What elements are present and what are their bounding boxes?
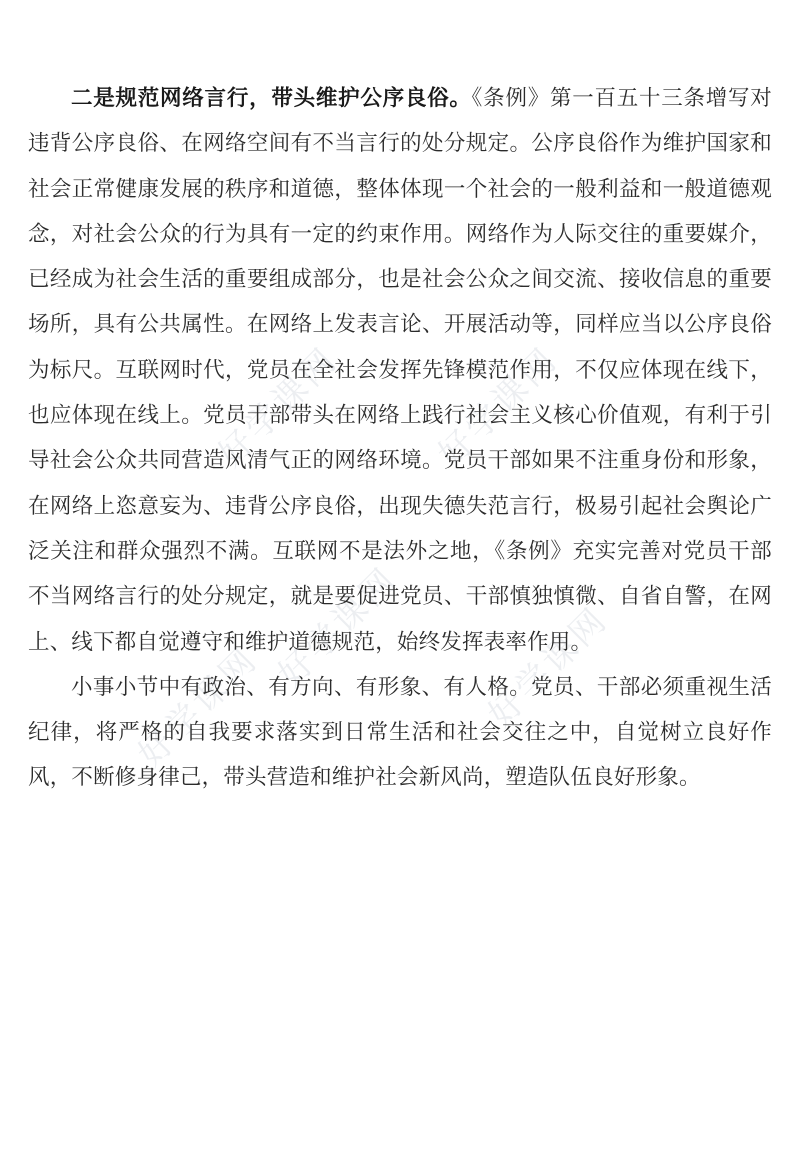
watermark: 好学课网 bbox=[430, 339, 567, 475]
paragraph-lead-heading: 二是规范网络言行，带头维护公序良俗。 bbox=[71, 86, 472, 111]
watermark: 好学课网 bbox=[210, 339, 347, 475]
paragraph-body-text: 《条例》第一百五十三条增写对违背公序良俗、在网络空间有不当言行的处分规定。公序良俗作为维护国家和社会正常健康发展的秩序和道德，整体体现一个社会的一般利益和一般道德观念，对社会公众的行为具有一定的约束作用。网络作为人际交往的重要媒介，已经成为社会生活的重要组成部分，也是社会公众之间交流、接收信息的重要场所，具有公共属性。在网络上发表言论、开展活动等，同样应当以公序良俗为标尺。互联网时代，党员在全社会发挥先锋模范作用，不仅应体现在线下，也应体现在线上。党员干部带头在网络上践行社会主义核心价值观，有利于引导社会公众共同营造风清气正的网络环境。党员干部如果不注重身份和形象，在网络上恣意妄为、违背公序良俗，出现失德失范言行，极易引起社会舆论广泛关注和群众强烈不满。互联网不是法外之地，《条例》充实完善对党员干部不当网络言行的处分规定，就是要促进党员、干部慎独慎微、自省自警，在网上、线下都自觉遵守和维护道德规范，始终发挥表率作用。 bbox=[28, 86, 772, 655]
watermark: 好学课网 bbox=[480, 599, 617, 735]
watermark: 好学课网 bbox=[270, 559, 407, 695]
paragraph-life-discipline: 小事小节中有政治、有方向、有形象、有人格。党员、干部必须重视生活纪律，将严格的自我要求落实到日常生活和社会交往之中，自觉树立良好作风，不断修身律己，带头营造和维护社会新风尚，塑造队伍良好形象。 bbox=[28, 674, 772, 791]
paragraph-network-conduct bbox=[28, 76, 772, 665]
document-page bbox=[28, 76, 772, 801]
watermark: 好学课网 bbox=[130, 639, 267, 775]
